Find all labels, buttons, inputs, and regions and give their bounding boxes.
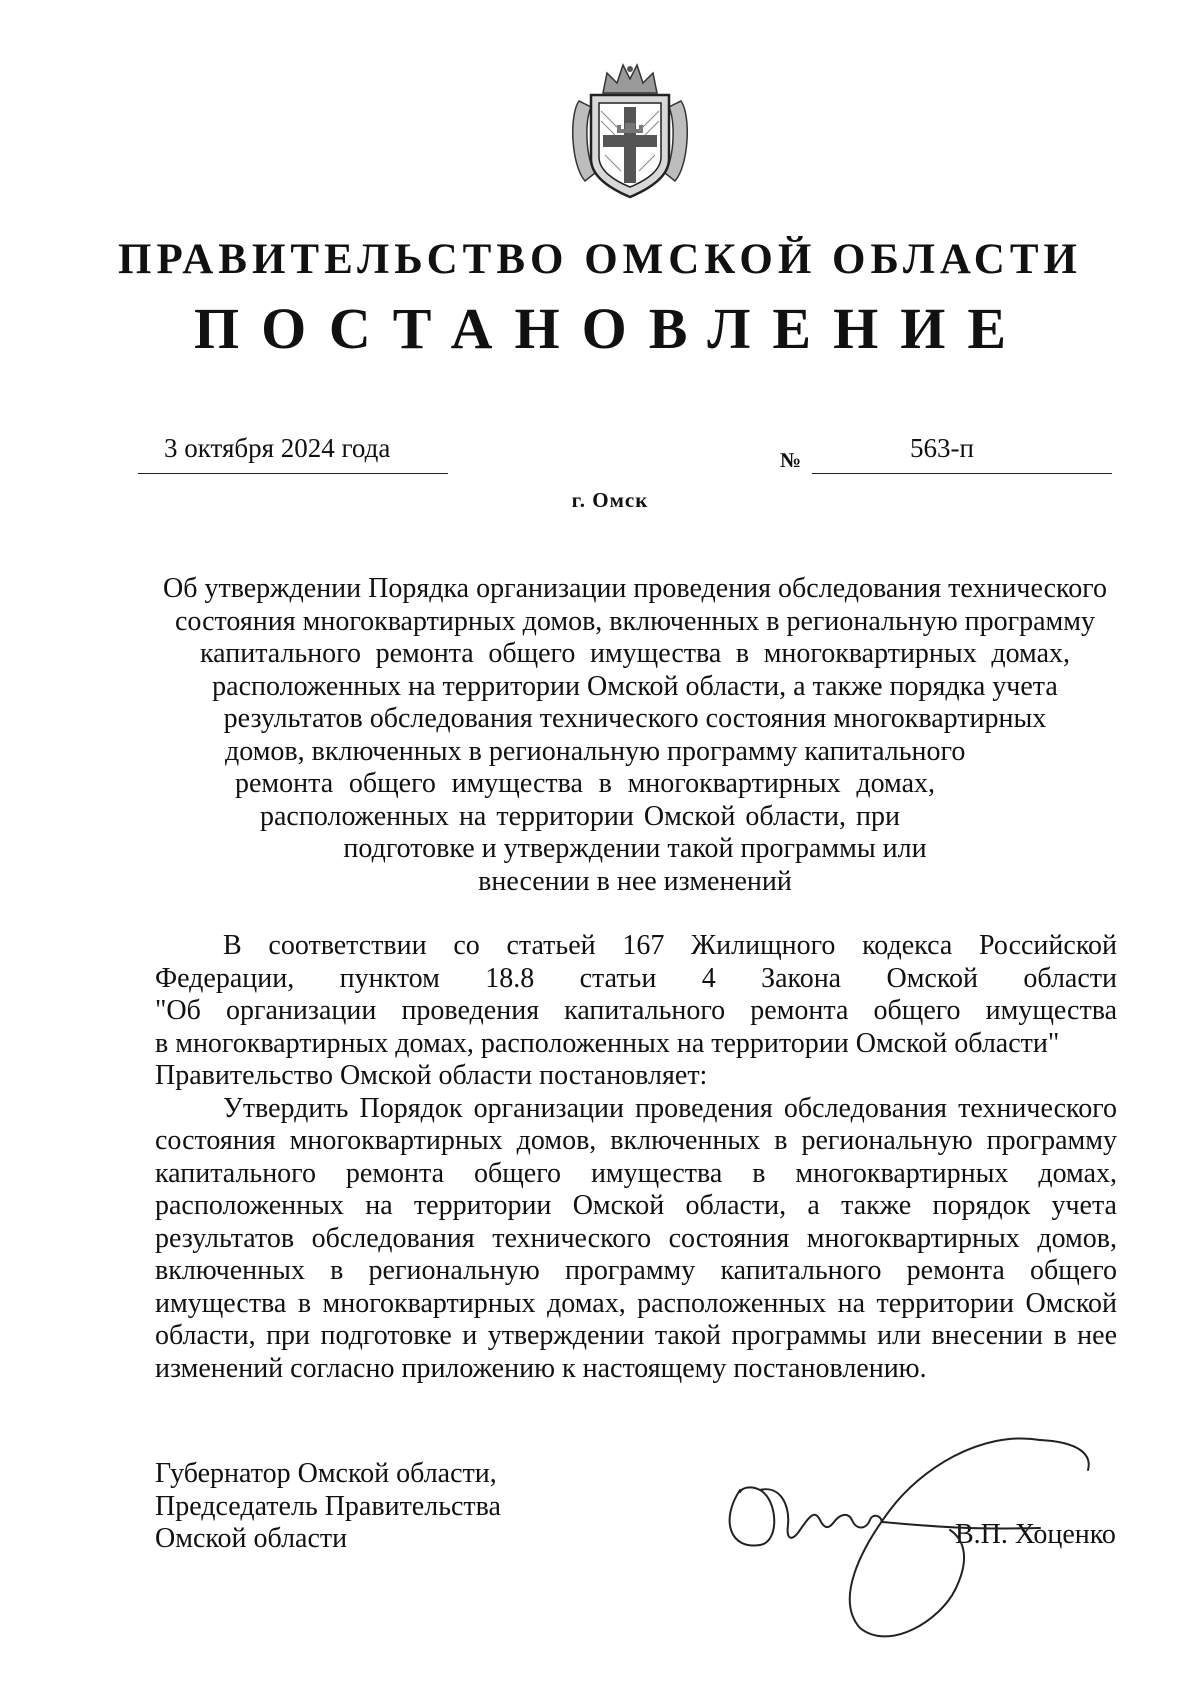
body-line: состояния многоквартирных домов, включенных в региональную программу xyxy=(155,1125,1117,1156)
body-line: имущества в многоквартирных домах, расположенных на территории Омской xyxy=(155,1287,1117,1319)
subject-line: расположенных на территории Омской области, при xyxy=(260,800,900,832)
document-type-title: ПОСТАНОВЛЕНИЕ xyxy=(193,296,1029,361)
signatory-name: В.П. Хоценко xyxy=(955,1519,1116,1550)
body-line: включенных в региональную программу капитального ремонта общего xyxy=(155,1255,1117,1286)
organization-title: ПРАВИТЕЛЬСТВО ОМСКОЙ ОБЛАСТИ xyxy=(118,236,1082,283)
body-line: расположенных на территории Омской области, а также порядок учета xyxy=(155,1190,1117,1221)
subject-line: капитального ремонта общего имущества в многоквартирных домах, xyxy=(200,638,1070,669)
body-line: в многоквартирных домах, расположенных на территории Омской области" xyxy=(155,1027,1060,1059)
subject-line: внесении в нее изменений xyxy=(478,865,792,897)
number-sign: № xyxy=(780,448,802,472)
signatory-position-line: Губернатор Омской области, xyxy=(155,1458,497,1489)
body-line: результатов обследования технического состояния многоквартирных домов, xyxy=(155,1222,1117,1254)
body-line: изменений согласно приложению к настоящему постановлению. xyxy=(155,1352,927,1384)
signatory-position-line: Председатель Правительства xyxy=(155,1490,501,1522)
subject-line: подготовке и утверждении такой программы или xyxy=(343,833,927,864)
body-line: области, при подготовке и утверждении такой программы или внесении в нее xyxy=(155,1320,1117,1351)
document-number: 563-п xyxy=(910,433,974,463)
body-line: капитального ремонта общего имущества в многоквартирных домах, xyxy=(155,1157,1117,1189)
signatory-position xyxy=(155,1458,501,1556)
body-line: Утвердить Порядок организации проведения обследования технического xyxy=(223,1092,1117,1124)
body-line: "Об организации проведения капитального ремонта общего имущества xyxy=(155,995,1117,1026)
document-subject xyxy=(150,573,1120,898)
subject-line: домов, включенных в региональную программу капитального xyxy=(225,735,966,767)
number-field xyxy=(812,433,1112,474)
document-date: 3 октября 2024 года xyxy=(164,433,391,463)
document-body xyxy=(155,930,1117,1385)
subject-line: состояния многоквартирных домов, включенных в региональную программу xyxy=(175,605,1095,637)
handwritten-signature xyxy=(720,1430,1120,1640)
date-field xyxy=(138,433,448,474)
subject-line: расположенных на территории Омской области, а также порядка учета xyxy=(212,670,1058,702)
body-line: В соответствии со статьей 167 Жилищного кодекса Российской xyxy=(223,930,1117,961)
coat-of-arms-icon xyxy=(565,55,695,205)
body-line: Федерации, пунктом 18.8 статьи 4 Закона Омской области xyxy=(155,962,1117,994)
signatory-position-line: Омской области xyxy=(155,1523,348,1554)
subject-line: результатов обследования технического состояния многоквартирных xyxy=(223,703,1047,734)
subject-line: Об утверждении Порядка организации проведения обследования технического xyxy=(162,573,1107,604)
subject-line: ремонта общего имущества в многоквартирных домах, xyxy=(235,768,935,799)
city: г. Омск xyxy=(571,488,649,512)
body-line: Правительство Омской области постановляет: xyxy=(155,1060,708,1091)
